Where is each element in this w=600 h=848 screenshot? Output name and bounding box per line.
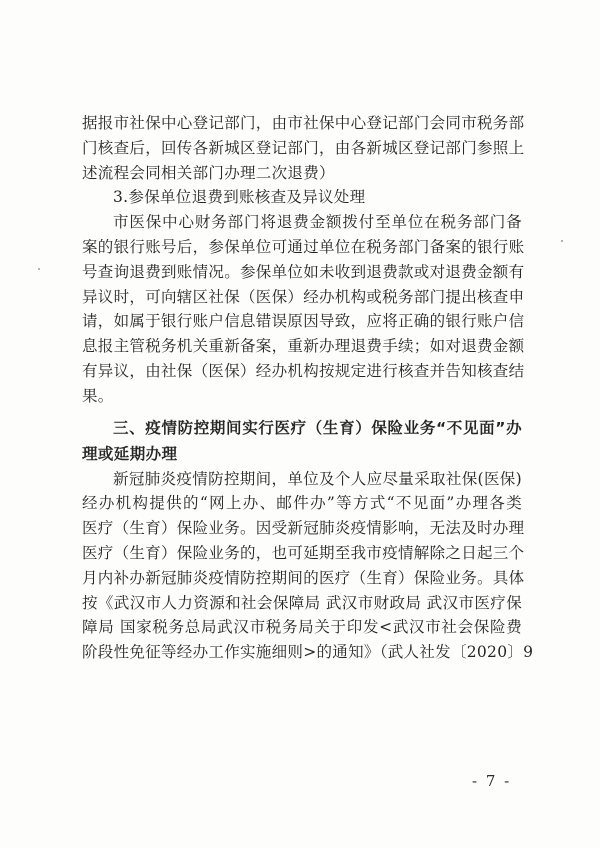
scan-speck	[561, 240, 563, 242]
text-line: 经办机构提供的“网上办、邮件办”等方式“不见面”办理各类	[82, 494, 522, 513]
heading-line: 三、疫情防控期间实行医疗（生育）保险业务“不见面”办	[113, 418, 522, 437]
text-line: 据报市社保中心登记部门，由市社保中心登记部门会同市税务部	[82, 114, 525, 132]
text-line: 阶段性免征等经办工作实施细则>的通知》（武人社发〔2020〕9	[82, 643, 534, 662]
text-line: 月内补办新冠肺炎疫情防控期间的医疗（生育）保险业务。具体	[82, 568, 525, 587]
heading-line: 理或延期办理	[82, 444, 178, 463]
paragraph-continuation	[82, 111, 525, 185]
text-line: 医疗（生育）保险业务的，也可延期至我市疫情解除之日起三个	[82, 543, 525, 562]
scan-speck	[38, 268, 40, 270]
text-line: 有异议，由社保（医保）经办机构按规定进行核查并告知核查结	[82, 361, 525, 380]
text-line: 果。	[82, 386, 114, 405]
text-line: 医疗（生育）保险业务。因受新冠肺炎疫情影响，无法及时办理	[82, 519, 525, 538]
text-line: 异议时，可向辖区社保（医保）经办机构或税务部门提出核查申	[82, 287, 525, 306]
text-line: 新冠肺炎疫情防控期间，单位及个人应尽量采取社保(医保)	[113, 469, 522, 488]
text-line: 市医保中心财务部门将退费金额拨付至单位在税务部门备	[113, 213, 522, 232]
paragraph-refund-verification	[82, 210, 525, 408]
page-number: - 7 -	[472, 772, 512, 790]
text-line: 息报主管税务机关重新备案，重新办理退费手续；如对退费金额	[82, 337, 525, 356]
text-line: 号查询退费到账情况。参保单位如未收到退费款或对退费金额有	[82, 262, 525, 281]
text-line: 障局 国家税务总局武汉市税务局关于印发<武汉市社会保险费	[82, 618, 522, 637]
text-line: 门核查后，回传各新城区登记部门，由各新城区登记部门参照上	[82, 138, 525, 157]
subheading-3: 3.参保单位退费到账核查及异议处理	[113, 188, 366, 207]
text-line: 按《武汉市人力资源和社会保障局 武汉市财政局 武汉市医疗保	[82, 593, 522, 612]
text-line: 请，如属于银行账户信息错误原因导致，应将正确的银行账户信	[82, 312, 525, 331]
paragraph-pandemic-services	[82, 467, 534, 665]
text-line: 述流程会同相关部门办理二次退费）	[82, 163, 335, 182]
body-text	[82, 111, 534, 665]
section-heading-3	[82, 415, 522, 467]
text-line: 案的银行账号后，参保单位可通过单位在税务部门备案的银行账	[82, 237, 525, 256]
